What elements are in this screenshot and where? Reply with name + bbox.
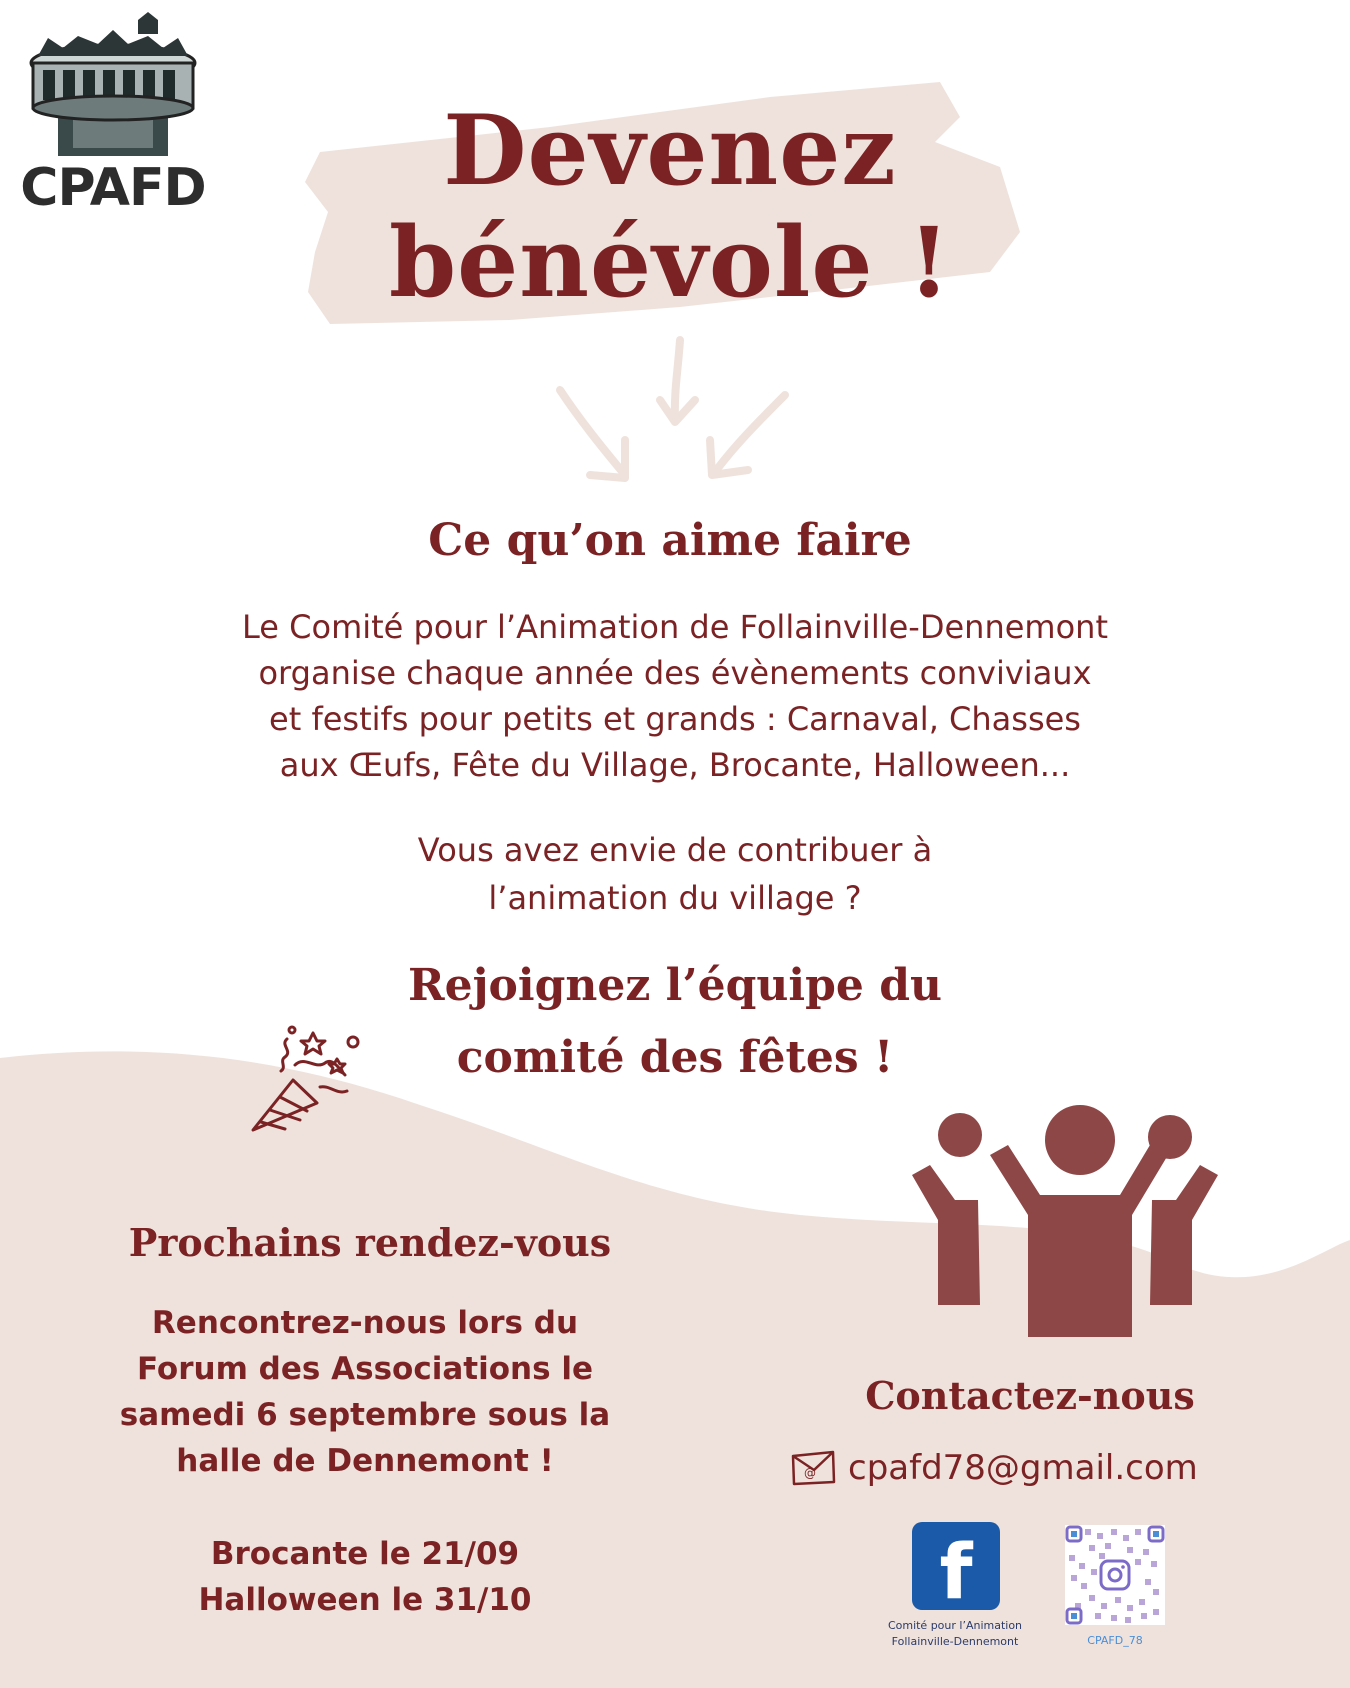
- question-line-1: Vous avez envie de contribuer à: [417, 831, 933, 869]
- about-line: aux Œufs, Fête du Village, Brocante, Halloween...: [279, 746, 1071, 784]
- about-line: Le Comité pour l’Animation de Follainville-Dennemont: [242, 608, 1108, 646]
- party-popper-icon: [245, 1025, 375, 1140]
- question-paragraph: [330, 826, 1020, 922]
- about-paragraph: [180, 604, 1170, 788]
- facebook-icon[interactable]: [912, 1522, 1000, 1616]
- events-title: Prochains rendez-vous: [128, 1220, 612, 1265]
- facebook-caption-line-2: Follainville-Dennemont: [891, 1635, 1019, 1648]
- question-line-2: l’animation du village ?: [488, 879, 862, 917]
- events-meet-paragraph: [90, 1300, 640, 1484]
- svg-text:@: @: [804, 1466, 816, 1480]
- cpafd-logo: [18, 8, 208, 218]
- headline-line-2: bénévole !: [389, 206, 951, 319]
- join-line-1: Rejoignez l’équipe du: [408, 960, 942, 1011]
- instagram-qr-icon[interactable]: [1065, 1525, 1165, 1625]
- join-line-2: comité des fêtes !: [456, 1032, 894, 1083]
- date-halloween: Halloween le 31/10: [198, 1582, 532, 1618]
- meet-line: Forum des Associations le: [137, 1351, 593, 1387]
- about-line: et festifs pour petits et grands : Carnaval, Chasses: [269, 700, 1081, 738]
- meet-line: samedi 6 septembre sous la: [119, 1397, 611, 1433]
- envelope-icon: [790, 1450, 836, 1486]
- meet-line: halle de Dennemont !: [176, 1443, 554, 1479]
- about-title: Ce qu’on aime faire: [428, 515, 912, 566]
- instagram-caption: CPAFD_78: [1087, 1634, 1143, 1647]
- headline: [330, 95, 1010, 319]
- arrows-down-icon: [550, 330, 800, 490]
- logo-text: CPAFD: [20, 158, 206, 218]
- facebook-caption-line-1: Comité pour l’Animation: [887, 1619, 1023, 1632]
- contact-email-row[interactable]: [790, 1444, 1230, 1494]
- about-line: organise chaque année des évènements conviviaux: [258, 654, 1092, 692]
- headline-line-1: Devenez: [443, 94, 897, 207]
- contact-title: Contactez-nous: [865, 1373, 1195, 1418]
- contact-email[interactable]: cpafd78@gmail.com: [848, 1448, 1198, 1488]
- tower-icon: [18, 8, 208, 158]
- date-brocante: Brocante le 21/09: [210, 1536, 520, 1572]
- facebook-caption: [870, 1618, 1040, 1650]
- meet-line: Rencontrez-nous lors du: [151, 1305, 579, 1341]
- join-heading: [330, 950, 1020, 1094]
- facebook-f-glyph: f: [939, 1527, 973, 1616]
- events-dates: [90, 1531, 640, 1623]
- people-group-icon: [910, 1105, 1220, 1340]
